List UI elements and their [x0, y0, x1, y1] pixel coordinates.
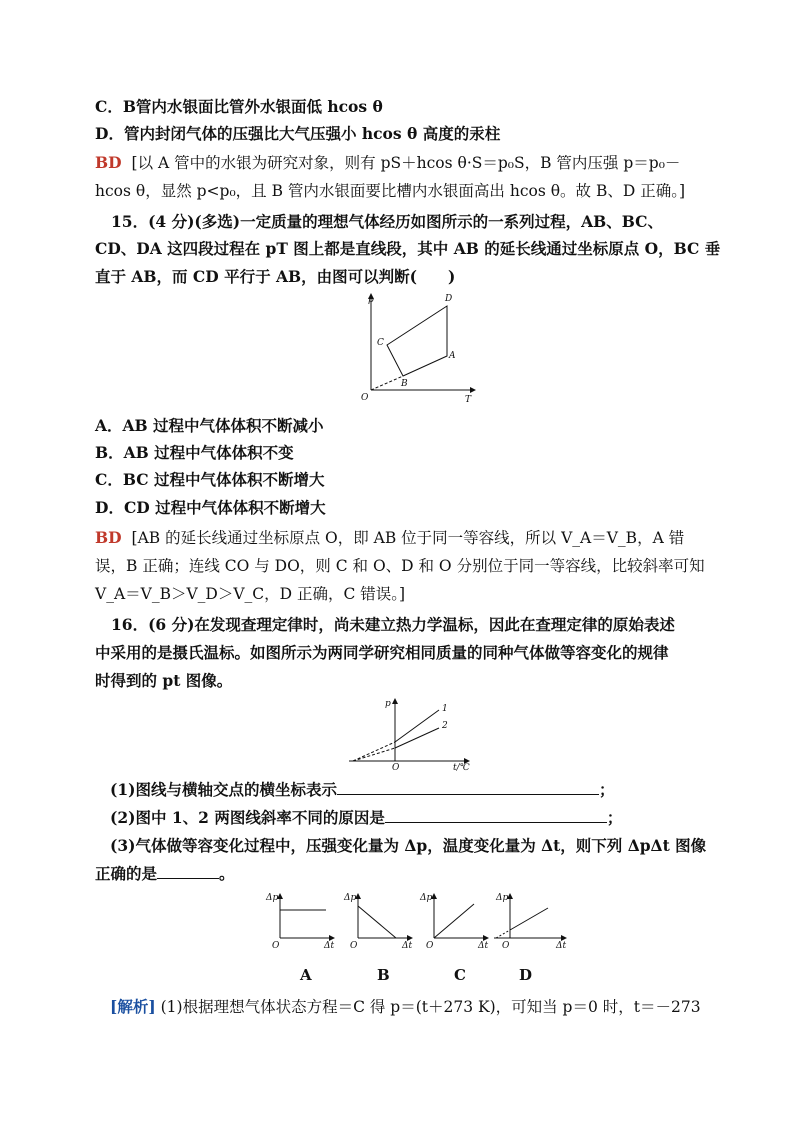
- q16-sub3-line2: [95, 863, 715, 885]
- choice-label-d: D: [519, 966, 533, 984]
- graph-a-x-label: Δt: [324, 941, 335, 951]
- choice-label-a: A: [300, 966, 312, 984]
- q14-explanation-line1: [95, 152, 715, 174]
- q15-option-c: C．BC 过程中气体体积不断增大: [95, 470, 325, 489]
- choice-graphs: [262, 890, 582, 952]
- q15-answer-tag: BD: [95, 528, 122, 547]
- graph-c: [419, 893, 488, 951]
- graph-b: [343, 893, 412, 951]
- graph-d-x-label: Δt: [556, 941, 567, 951]
- q16-pt-figure: [345, 695, 475, 771]
- q14-expl-text1: [以 A 管中的水银为研究对象，则有 pS＋hcos θ·S＝p₀S，B 管内压强 p＝p₀－: [131, 154, 681, 172]
- q15-explanation-line1: [95, 527, 715, 549]
- graph-line-2: [395, 728, 439, 748]
- graph-a-origin: O: [272, 941, 280, 951]
- line1-extension-dashed: [353, 742, 395, 761]
- line2-extension-dashed: [353, 748, 395, 761]
- line2-label: 2: [442, 721, 448, 731]
- graph-d-y-label: Δp: [496, 893, 509, 903]
- q16-sub1: [110, 779, 730, 801]
- graph-a: [265, 893, 334, 951]
- q15-stem-line3: 直于 AB，而 CD 平行于 AB，由图可以判断( ): [95, 267, 456, 286]
- t-label: t/℃: [453, 763, 470, 771]
- graph-d: [494, 893, 566, 951]
- q14-answer-tag: BD: [95, 153, 122, 172]
- origin-label: O: [392, 763, 400, 771]
- origin-label: O: [361, 393, 369, 403]
- q16-stem-line2: 中采用的是摄氏温标。如图所示为两同学研究相同质量的同种气体做等容变化的规律: [95, 643, 669, 662]
- graph-b-origin: O: [350, 941, 358, 951]
- q16-sub1-text: (1)图线与横轴交点的横坐标表示: [110, 780, 337, 799]
- q15-explanation-line2: 误，B 正确；连线 CO 与 DO，则 C 和 O、D 和 O 分别位于同一等容线，比较斜率可知: [95, 557, 705, 575]
- graph-d-dashed: [496, 930, 510, 938]
- graph-b-line: [358, 906, 396, 938]
- q15-option-b: B．AB 过程中气体体积不变: [95, 443, 294, 462]
- line1-label: 1: [442, 704, 448, 714]
- point-d-label: D: [445, 294, 453, 304]
- graph-d-origin: O: [502, 941, 510, 951]
- answer-blank-3[interactable]: [157, 864, 219, 879]
- q16-sub3-line1: (3)气体做等容变化过程中，压强变化量为 Δp，温度变化量为 Δt，则下列 ΔpΔt 图像: [110, 836, 707, 855]
- q15-option-a: A．AB 过程中气体体积不断减小: [95, 416, 324, 435]
- graph-d-line: [510, 908, 548, 930]
- graph-b-y-label: Δp: [344, 893, 357, 903]
- q16-sub3-text: 正确的是: [95, 864, 158, 883]
- q15-option-d: D．CD 过程中气体体积不断增大: [95, 498, 326, 517]
- process-loop: [387, 306, 447, 376]
- q16-sub2: [110, 807, 730, 829]
- q16-sub1-end: ；: [598, 780, 615, 799]
- graph-b-x-label: Δt: [402, 941, 413, 951]
- analysis-tag: [解析]: [110, 997, 156, 1016]
- point-c-label: C: [377, 338, 384, 348]
- point-b-label: B: [401, 379, 408, 389]
- q16-stem-line1: 16．(6 分)在发现查理定律时，尚未建立热力学温标，因此在查理定律的原始表述: [111, 615, 675, 634]
- q15-pT-figure: [355, 288, 485, 406]
- point-a-label: A: [449, 351, 456, 361]
- graph-c-y-label: Δp: [420, 893, 433, 903]
- q15-expl-text1: [AB 的延长线通过坐标原点 O，即 AB 位于同一等容线，所以 V_A＝V_B，A 错: [131, 529, 685, 547]
- answer-blank-1[interactable]: [337, 780, 599, 795]
- p-label: p: [368, 295, 374, 305]
- q16-sub3-end: 。: [219, 864, 235, 883]
- analysis-text: (1)根据理想气体状态方程＝C 得 p＝(t＋273 K)，可知当 p＝0 时，t＝－273: [160, 998, 701, 1016]
- q14-option-d: D．管内封闭气体的压强比大气压强小 hcos θ 高度的汞柱: [95, 124, 501, 143]
- graph-c-x-label: Δt: [478, 941, 489, 951]
- q15-stem-line1: 15．(4 分)(多选)一定质量的理想气体经历如图所示的一系列过程，AB、BC、: [111, 212, 663, 231]
- q16-stem-line3: 时得到的 pt 图像。: [95, 671, 233, 690]
- q14-option-c: C．B管内水银面比管外水银面低 hcos θ: [95, 97, 383, 116]
- q14-explanation-line2: hcos θ，显然 p<p₀，且 B 管内水银面要比槽内水银面高出 hcos θ。故 B、D 正确。]: [95, 182, 686, 200]
- T-label: T: [465, 395, 472, 405]
- answer-blank-2[interactable]: [385, 808, 607, 823]
- q16-analysis-line1: [110, 996, 730, 1018]
- graph-c-line: [434, 904, 474, 938]
- graph-c-origin: O: [426, 941, 434, 951]
- p-label: p: [385, 699, 391, 709]
- graph-a-y-label: Δp: [266, 893, 279, 903]
- q16-sub2-end: ；: [606, 808, 623, 827]
- choice-label-b: B: [377, 966, 390, 984]
- choice-label-c: C: [454, 966, 466, 984]
- q15-stem-line2: CD、DA 这四段过程在 pT 图上都是直线段，其中 AB 的延长线通过坐标原点 O，BC 垂: [95, 239, 721, 258]
- q16-sub2-text: (2)图中 1、2 两图线斜率不同的原因是: [110, 808, 385, 827]
- ab-extension-dashed: [371, 376, 403, 390]
- q15-explanation-line3: V_A＝V_B＞V_D＞V_C，D 正确，C 错误。]: [95, 585, 406, 603]
- graph-line-1: [395, 710, 439, 742]
